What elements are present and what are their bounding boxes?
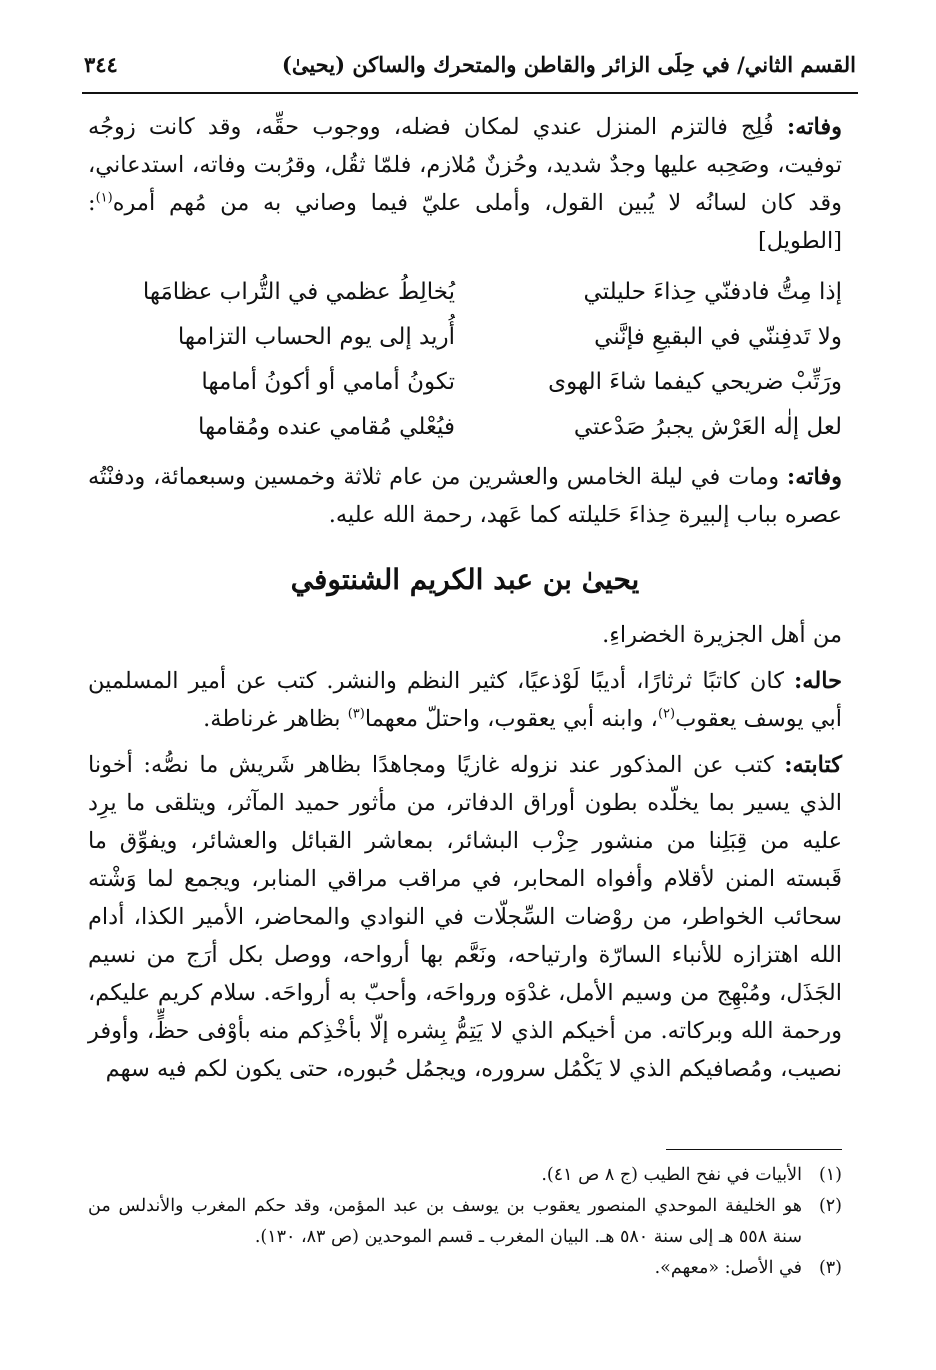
verse-3-second: تكونُ أمامي أو أكونُ أمامها bbox=[201, 369, 455, 395]
death-label: وفاته: bbox=[786, 114, 842, 140]
death-paragraph bbox=[88, 108, 842, 260]
haal-label: حاله: bbox=[794, 668, 842, 694]
main-text bbox=[88, 108, 842, 1088]
haal-text-1: كان كاتبًا ثرثارًا، أديبًا لَوْذعيًا، كثير النظم والنشر. كتب عن أمير المسلمين أبي يوسف يعقوب bbox=[88, 668, 842, 732]
footnote-3-text: في الأصل: «معهم». bbox=[654, 1258, 802, 1278]
haal-text-3: بظاهر غرناطة. bbox=[203, 706, 348, 732]
footnote-1-text: الأبيات في نفح الطيب (ج ٨ ص ٤١). bbox=[541, 1165, 802, 1185]
poem-meter: : [الطويل] bbox=[88, 190, 842, 254]
footnote-3 bbox=[88, 1253, 842, 1284]
kitaba-label: كتابته: bbox=[784, 752, 842, 778]
poem bbox=[88, 270, 842, 450]
running-head bbox=[84, 52, 856, 81]
page-number: ٣٤٤ bbox=[84, 52, 118, 77]
footnote-ref-3: (٣) bbox=[347, 706, 365, 722]
verse-3-first: ورَتِّبْ ضريحي كيفما شاءَ الهوى bbox=[548, 369, 842, 395]
haal-paragraph bbox=[88, 662, 842, 738]
footnote-1 bbox=[88, 1160, 842, 1191]
footnote-ref-2: (٢) bbox=[657, 706, 676, 722]
footnote-2 bbox=[88, 1191, 842, 1253]
footnote-3-number: (٣) bbox=[818, 1258, 842, 1278]
death-label-2: وفاته: bbox=[786, 464, 842, 490]
verse-1-first: إذا مِتُّ فادفنّي حِذاءَ حليلتي bbox=[583, 279, 842, 305]
header-rule bbox=[82, 92, 858, 94]
kitaba-text: كتب عن المذكور عند نزوله غازيًا ومجاهدًا بظاهر شَريش ما نصُّه: أخونا الذي يسير بما يخلّده بطون أوراق الدفاتر، من مأثور حميد المآثر، ويتلقى ما يرِد عليه من قِبَلِنا من منشور حِزْب البشائر، بمعاشر القبائل والعشائر، ويفوِّق ما قَبسته المنن لأقلام وأفواه المحابر، في مراقب مراقي المنابر، ويجمع لما وَشْته سحائب الخواطر، من روْضات السِّجلّات في النوادي والمحاضر، الأمير الكذا، أدام الله اهتزازه للأنباء السارّة وارتياحه، ونَعَّم بها أرواحه، ووصل بكل أرَج من نسيم الجَذَل، ومُبْهِج من وسيم الأمل، غدْوَه ورواحَه، وأحبّ به أرواحَه. سلام كريم عليكم، ورحمة الله وبركاته. من أخيكم الذي لا يَتِمُّ بِشره إلّا بأخْذِكم منه بأوْفى حظٍّ، وأوفر نصيب، ومُصافيكم الذي لا يَكْمُل سروره، ويجمُل حُبوره، حتى يكون لكم فيه سهم bbox=[88, 752, 842, 1082]
footnote-rule bbox=[666, 1149, 842, 1150]
section-title: يحيىٰ بن عبد الكريم الشنتوفي bbox=[290, 563, 640, 596]
verse-2-first: ولا تَدفِننّي في البقيعِ فإنَّني bbox=[594, 324, 842, 350]
footnotes bbox=[88, 1160, 842, 1284]
death-text-2: ومات في ليلة الخامس والعشرين من عام ثلاثة وخمسين وسبعمائة، ودفنْتُه عصره بباب إلبيرة حِذاءَ حَليلته كما عَهد، رحمة الله عليه. bbox=[88, 464, 842, 528]
verse-4-second: فيُعْلي مُقامي عنده ومُقامها bbox=[198, 414, 455, 440]
origin-line: من أهل الجزيرة الخضراءِ. bbox=[602, 622, 842, 648]
death-text: فُلِج فالتزم المنزل عندي لمكان فضله، ووجوب حقِّه، وقد كانت زوجُه توفيت، وصَحِبه عليها وجدٌ شديد، وحُزنٌ مُلازم، فلمّا ثقُل، وقرُبت وفاته، استدعاني، وقد كان لسانُه لا يُبين القول، وأملى عليّ فيما وصاني به من مُهم أمره bbox=[88, 114, 842, 216]
death-paragraph-2 bbox=[88, 458, 842, 534]
footnote-ref-1: (١) bbox=[95, 190, 113, 206]
verse-2-second: أُريد إلى يوم الحساب التزامها bbox=[177, 324, 455, 350]
running-title: القسم الثاني/ في حِلَى الزائر والقاطن والمتحرك والساكن (يحيىٰ) bbox=[281, 52, 856, 77]
kitaba-paragraph bbox=[88, 746, 842, 1088]
verse-1-second: يُخالِطُ عظمي في التُّراب عظامَها bbox=[142, 279, 455, 305]
haal-text-2: ، وابنه أبي يعقوب، واحتلّ معهما bbox=[364, 706, 658, 732]
footnote-1-number: (١) bbox=[818, 1165, 842, 1185]
footnote-2-text: هو الخليفة الموحدي المنصور يعقوب بن يوسف بن عبد المؤمن، وقد حكم المغرب والأندلس من سنة ٥٥٨ هـ إلى سنة ٥٨٠ هـ. البيان المغرب ـ قسم الموحدين (ص ٨٣، ١٣٠). bbox=[88, 1196, 802, 1247]
footnote-2-number: (٢) bbox=[818, 1196, 842, 1216]
verse-4-first: لعل إلٰه العَرْش يجبرُ صَدْعتي bbox=[573, 414, 842, 440]
